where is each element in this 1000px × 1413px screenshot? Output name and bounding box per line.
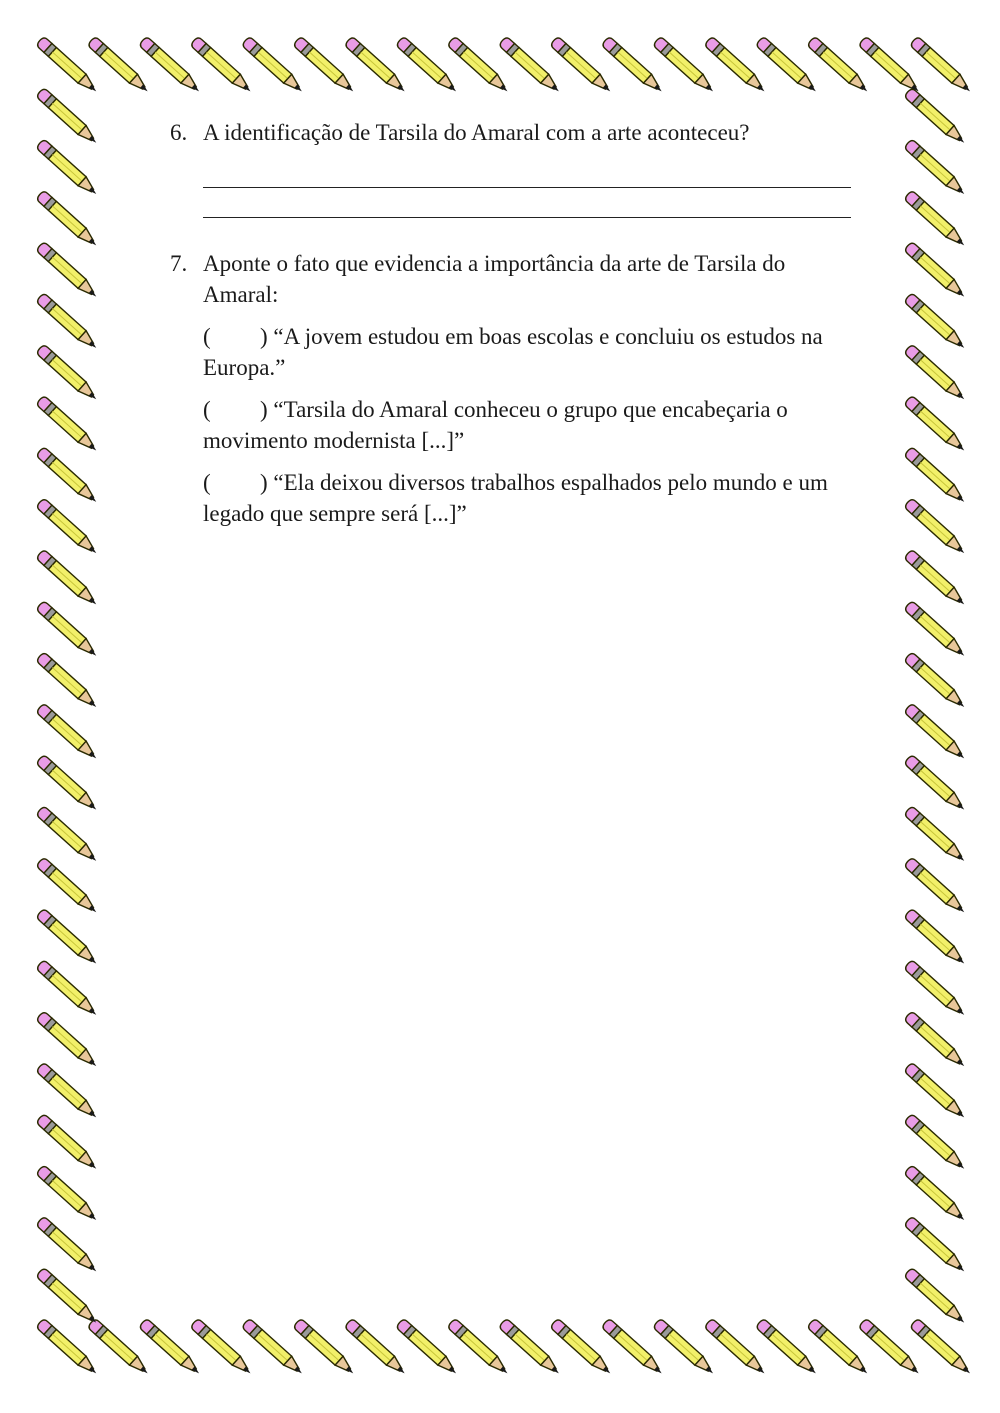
pencil-icon — [36, 190, 101, 250]
worksheet-content — [170, 117, 860, 529]
question-7 — [170, 248, 860, 529]
pencil-icon — [36, 1216, 101, 1276]
pencil-icon — [36, 908, 101, 968]
pencil-icon — [36, 857, 101, 917]
pencil-icon — [36, 498, 101, 558]
pencil-icon — [36, 1062, 101, 1122]
pencil-icon — [36, 395, 101, 455]
question-number: 6. — [170, 120, 188, 145]
pencil-icon — [36, 293, 101, 353]
pencil-icon — [904, 1011, 969, 1071]
question-number: 7. — [170, 251, 188, 276]
answer-box[interactable]: ( — [203, 397, 211, 422]
pencil-icon — [904, 703, 969, 763]
pencil-icon — [904, 498, 969, 558]
pencil-icon — [36, 549, 101, 609]
pencil-icon — [36, 652, 101, 712]
pencil-icon — [36, 960, 101, 1020]
option-a — [203, 321, 860, 383]
pencil-icon — [36, 600, 101, 660]
pencil-icon — [904, 1062, 969, 1122]
pencil-icon — [36, 703, 101, 763]
pencil-icon — [36, 806, 101, 866]
pencil-icon — [904, 806, 969, 866]
pencil-icon — [904, 960, 969, 1020]
pencil-icon — [36, 754, 101, 814]
option-c — [203, 467, 860, 529]
pencil-icon — [36, 447, 101, 507]
pencil-icon — [36, 87, 101, 147]
pencil-icon — [904, 87, 969, 147]
answer-box-close: ) — [260, 397, 268, 422]
answer-box[interactable]: ( — [203, 324, 211, 349]
pencil-icon — [36, 139, 101, 199]
question-text: A identificação de Tarsila do Amaral com a arte aconteceu? — [203, 120, 750, 145]
option-b — [203, 394, 860, 456]
question-6 — [170, 117, 860, 218]
pencil-icon — [904, 600, 969, 660]
pencil-icon — [904, 344, 969, 404]
pencil-icon — [904, 395, 969, 455]
pencil-icon — [904, 1113, 969, 1173]
pencil-icon — [904, 1165, 969, 1225]
option-text: “Tarsila do Amaral conheceu o grupo que encabeçaria o movimento modernista [...]” — [203, 397, 788, 453]
answer-box-close: ) — [260, 324, 268, 349]
pencil-icon — [904, 754, 969, 814]
answer-box-close: ) — [260, 470, 268, 495]
option-text: “Ela deixou diversos trabalhos espalhados pelo mundo e um legado que sempre será [...]” — [203, 470, 828, 526]
question-text: Aponte o fato que evidencia a importância da arte de Tarsila do Amaral: — [203, 251, 786, 307]
pencil-icon — [904, 1216, 969, 1276]
answer-line[interactable] — [203, 158, 851, 188]
pencil-icon — [910, 1318, 975, 1378]
option-text: “A jovem estudou em boas escolas e concluiu os estudos na Europa.” — [203, 324, 823, 380]
answer-box[interactable]: ( — [203, 470, 211, 495]
pencil-icon — [904, 241, 969, 301]
pencil-icon — [904, 139, 969, 199]
pencil-icon — [904, 857, 969, 917]
pencil-icon — [904, 293, 969, 353]
pencil-icon — [910, 36, 975, 96]
pencil-icon — [36, 1113, 101, 1173]
pencil-icon — [904, 447, 969, 507]
pencil-icon — [904, 190, 969, 250]
pencil-icon — [36, 1165, 101, 1225]
answer-line[interactable] — [203, 188, 851, 218]
pencil-icon — [36, 241, 101, 301]
pencil-icon — [904, 549, 969, 609]
pencil-icon — [904, 1267, 969, 1327]
pencil-icon — [36, 1011, 101, 1071]
pencil-icon — [904, 908, 969, 968]
pencil-icon — [904, 652, 969, 712]
pencil-icon — [36, 1267, 101, 1327]
pencil-icon — [36, 344, 101, 404]
